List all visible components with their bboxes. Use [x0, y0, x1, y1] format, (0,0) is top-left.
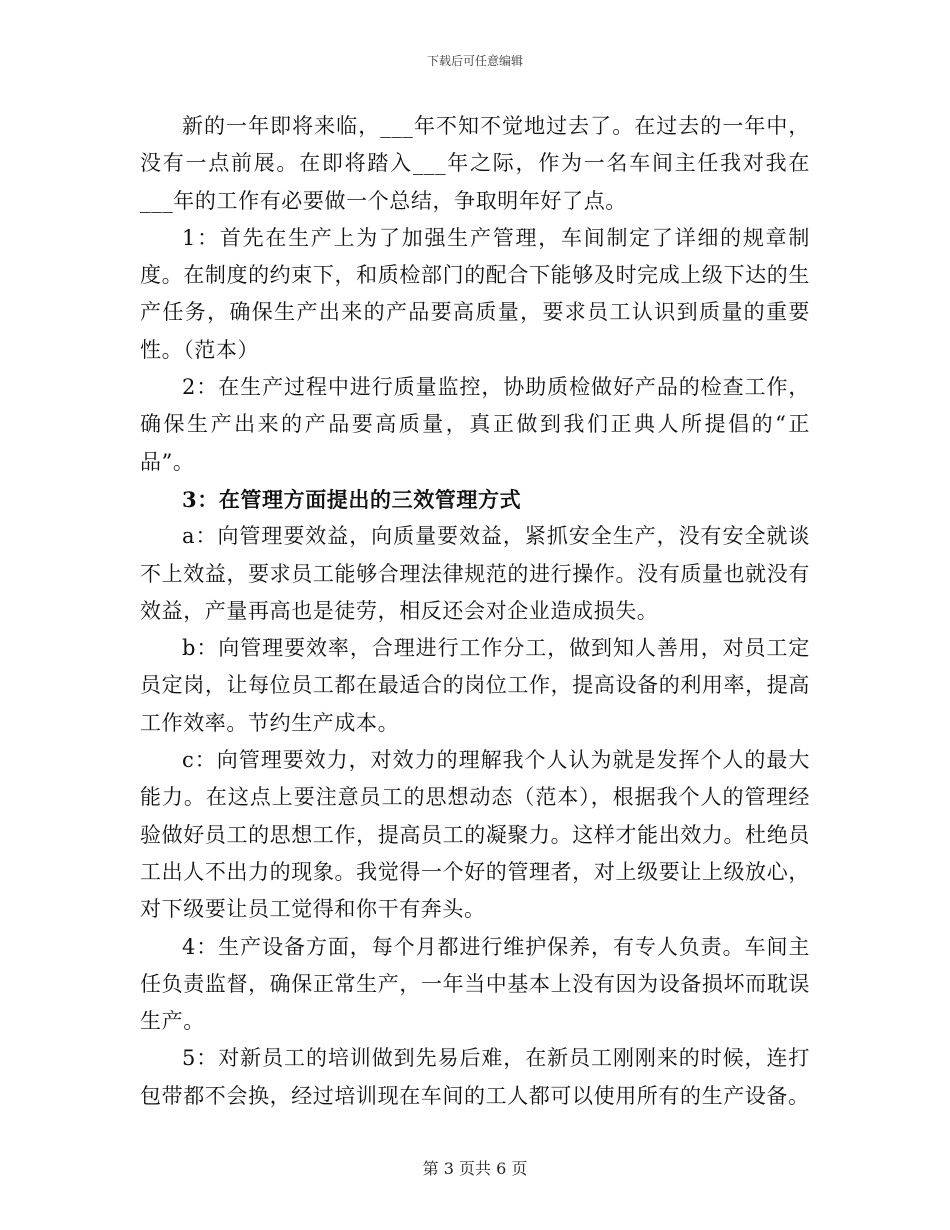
paragraph-item-a: a：向管理要效益，向质量要效益，紧抓安全生产，没有安全就谈不上效益，要求员工能够合理法律规范的进行操作。没有质量也就没有效益，产量再高也是徒劳，相反还会对企业造成损失。 — [140, 524, 810, 623]
paragraph-intro: 新的一年即将来临，___年不知不觉地过去了。在过去的一年中，没有一点前展。在即将踏入___年之际，作为一名车间主任我对我在___年的工作有必要做一个总结，争取明年好了点。 — [140, 114, 810, 213]
page-header: 下载后可任意编辑 — [426, 54, 523, 68]
document-body — [140, 108, 810, 1115]
section-heading-3: 3：在管理方面提出的三效管理方式 — [182, 486, 522, 512]
page-footer: 第 3 页共 6 页 — [422, 1159, 528, 1178]
paragraph-item-2: 2：在生产过程中进行质量监控，协助质检做好产品的检查工作，确保生产出来的产品要高质量，真正做到我们正典人所提倡的“正品”。 — [140, 375, 810, 474]
paragraph-item-4: 4：生产设备方面，每个月都进行维护保养，有专人负责。车间主任负责监督，确保正常生产，一年当中基本上没有因为设备损坏而耽误生产。 — [140, 934, 810, 1034]
paragraph-item-b: b：向管理要效率，合理进行工作分工，做到知人善用，对员工定员定岗，让每位员工都在最适合的岗位工作，提高设备的利用率，提高工作效率。节约生产成本。 — [140, 636, 810, 735]
paragraph-item-c: c：向管理要效力，对效力的理解我个人认为就是发挥个人的最大能力。在这点上要注意员工的思想动态（范本），根据我个人的管理经验做好员工的思想工作，提高员工的凝聚力。这样才能出效力。杜绝员工出人不出力的现象。我觉得一个好的管理者，对上级要让上级放心，对下级要让员工觉得和你干有奔头。 — [140, 748, 810, 922]
paragraph-item-5: 5：对新员工的培训做到先易后难，在新员工刚刚来的时候，连打包带都不会换，经过培训现在车间的工人都可以使用所有的生产设备。 — [140, 1046, 810, 1108]
paragraph-item-1: 1：首先在生产上为了加强生产管理，车间制定了详细的规章制度。在制度的约束下，和质检部门的配合下能够及时完成上级下达的生产任务，确保生产出来的产品要高质量，要求员工认识到质量的重要性。（范本） — [140, 225, 810, 362]
